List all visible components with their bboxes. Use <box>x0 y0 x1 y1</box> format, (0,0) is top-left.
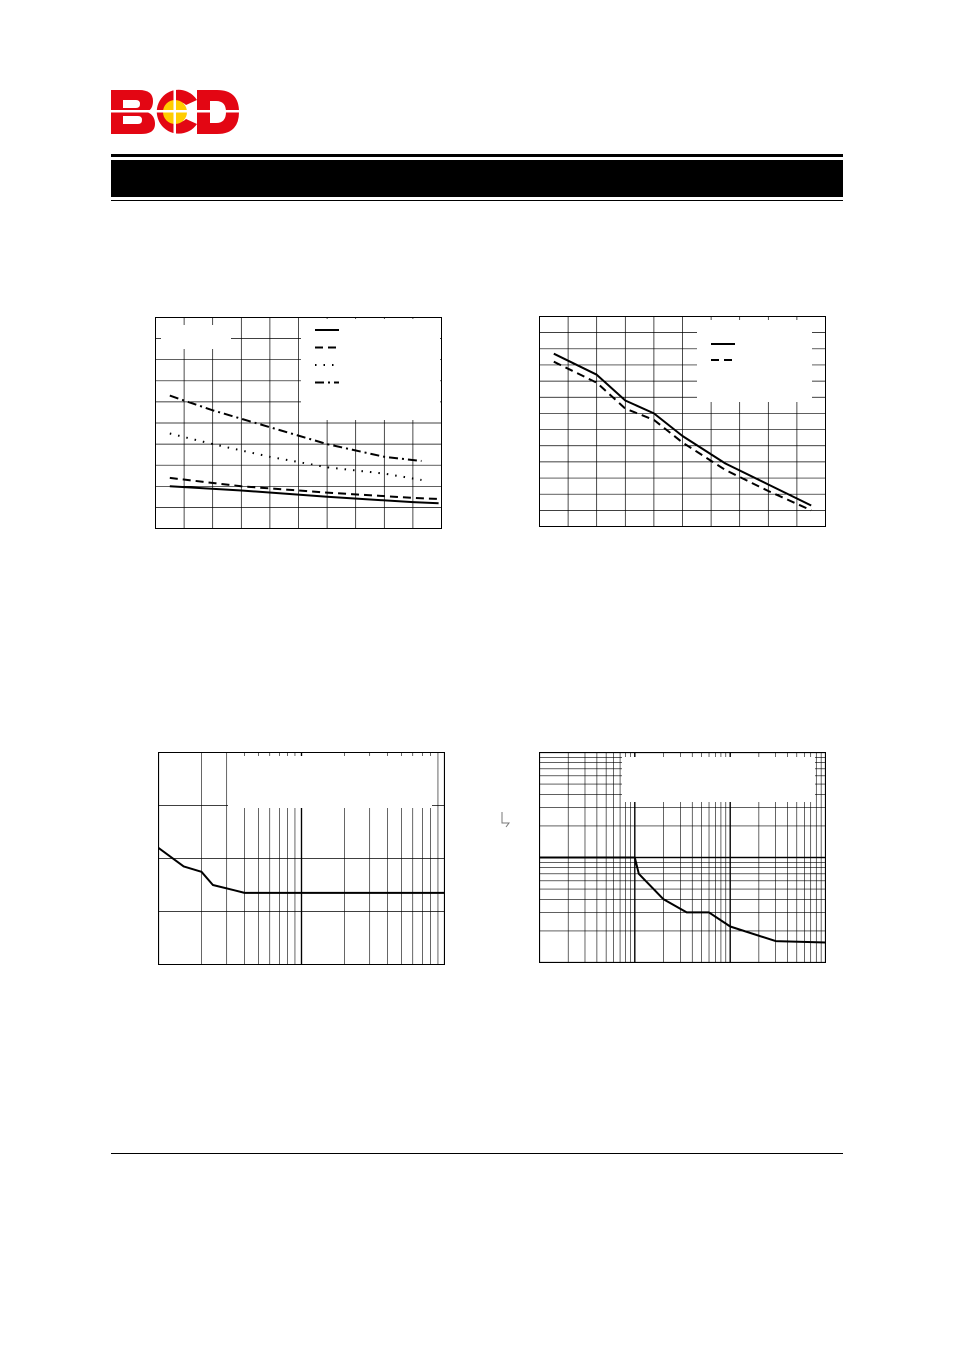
chart-1-svg <box>155 317 442 529</box>
chart-label-box-1 <box>622 757 815 802</box>
footer-rule <box>111 1153 843 1154</box>
chart-4 <box>539 752 826 963</box>
chart-2 <box>539 316 826 527</box>
chart-label-box-1 <box>228 756 432 808</box>
header-top-rule <box>111 154 843 157</box>
chart-4-svg <box>539 752 826 963</box>
header-bar <box>111 160 843 197</box>
series-line-solid <box>170 486 439 503</box>
chart-label-box-1 <box>301 319 440 420</box>
company-logo <box>109 88 241 136</box>
chart-1 <box>155 317 442 529</box>
chart-2-svg <box>539 316 826 527</box>
stray-mark <box>500 811 514 829</box>
chart-label-box-2 <box>161 325 231 349</box>
chart-3 <box>158 752 445 965</box>
chart-3-svg <box>158 752 445 965</box>
header-bottom-rule <box>111 200 843 201</box>
series-line-solid <box>540 858 826 943</box>
